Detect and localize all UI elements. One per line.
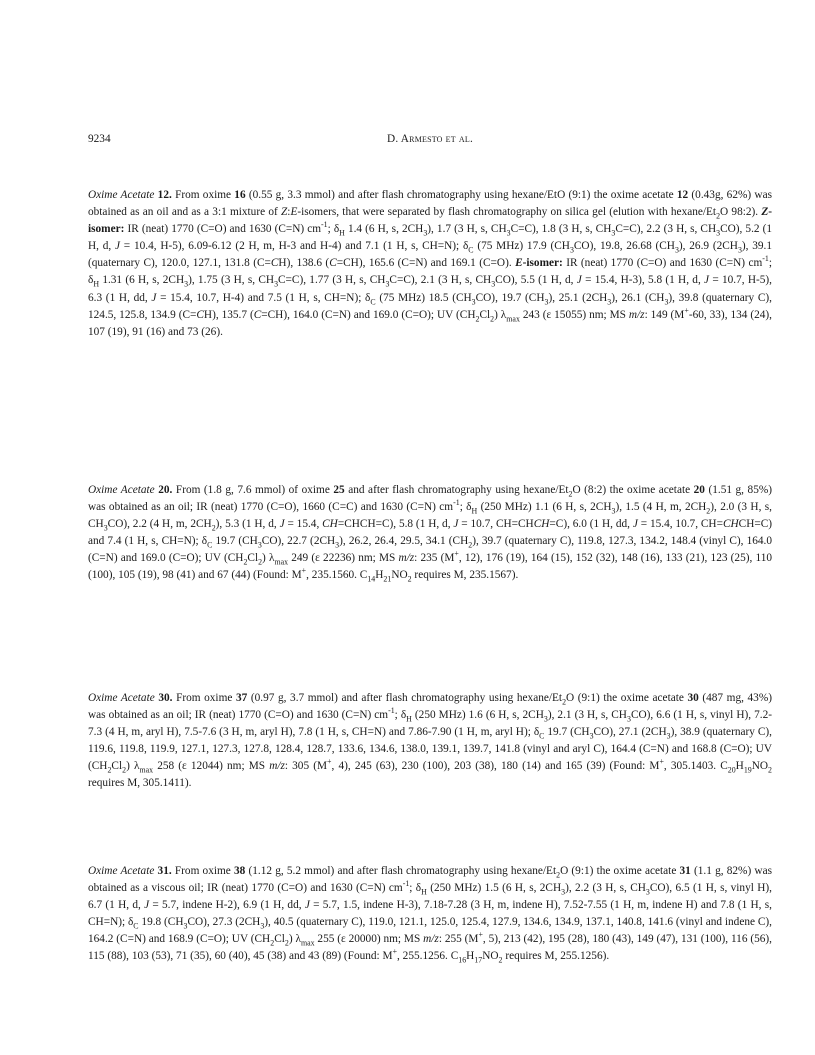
entry-heading-number: 12.	[157, 189, 172, 201]
entry-oxime-acetate-12	[88, 187, 772, 341]
entry-body: From oxime 16 (0.55 g, 3.3 mmol) and after flash chromatography using hexane/EtO (9:1) the oxime acetate 12 (0.43g, 62%) was obtained as an oil and as a 3:1 mixture of Z:E-isomers, that were separated by flash chromatography on silica gel (elution with hexane/$Et_2O$ 98:2). Z-isomer: IR (neat) 1770 (C=O) and 1630 (C=N) $cm^{-1}$; $\delta_H$ 1.4 (6 H, s, $2CH_3$), 1.7 (3 H, s, $CH_3C=C$), 1.8 (3 H, s, $CH_3C=C$), 2.2 (3 H, s, $CH_3CO$), 5.2 (1 H, d, J = 10.4, H-5), 6.09-6.12 (2 H, m, H-3 and H-4) and 7.1 (1 H, s, CH=N); $\delta_C$ (75 MHz) 17.9 $(CH_3CO)$, 19.8, 26.68 $(CH_3)$, 26.9 $(2CH_3)$, 39.1 (quaternary C), 120.0, 127.1, 131.8 (C=CH), 138.6 (C=CH), 165.6 (C=N) and 169.1 (C=O). E-isomer: IR (neat) 1770 (C=O) and 1630 (C=N) $cm^{-1}$; $\delta_H$ 1.31 (6 H, s, $2CH_3$), 1.75 (3 H, s, $CH_3C=C$), 1.77 (3 H, s, $CH_3C=C$), 2.1 (3 H, s, $CH_3CO$), 5.5 (1 H, d, J = 15.4, H-3), 5.8 (1 H, d, J = 10.7, H-5), 6.3 (1 H, dd, J = 15.4, 10.7, H-4) and 7.5 (1 H, s, CH=N); $\delta_C$ (75 MHz) 18.5 $(CH_3CO)$, 19.7 $(CH_3)$, 25.1 $(2CH_3)$, 26.1 $(CH_3)$, 39.8 (quaternary C), 124.5, 125.8, 134.9 (C=CH), 135.7 (C=CH), 164.0 (C=N) and 169.0 (C=O); UV $(CH_2Cl_2)$ $\lambda_{max}$ 243 (ε 15055) nm; MS m/z: 149 (M+-60, 33), 134 (24), 107 (19), 91 (16) and 73 (26).	[88, 189, 773, 338]
entry-body: From oxime 38 (1.12 g, 5.2 mmol) and after flash chromatography using hexane/$Et_2O$ (9:1) the oxime acetate 31 (1.1 g, 82%) was obtained as a viscous oil; IR (neat) 1770 (C=O) and 1630 (C=N) $cm^{-1}$; $\delta_H$ (250 MHz) 1.5 (6 H, s, $2CH_3$), 2.2 (3 H, s, $CH_3CO$), 6.5 (1 H, s, vinyl H), 6.7 (1 H, d, J = 5.7, indene H-2), 6.9 (1 H, dd, J = 5.7, 1.5, indene H-3), 7.18-7.28 (3 H, m, indene H), 7.52-7.55 (1 H, m, indene H) and 7.8 (1 H, s, CH=N); $\delta_C$ 19.8 $(CH_3CO)$, 27.3 $(2CH_3)$, 40.5 (quaternary C), 119.0, 121.1, 125.0, 125.4, 127.9, 134.6, 134.9, 137.1, 140.8, 141.6 (vinyl and indene C), 164.2 (C=N) and 168.9 (C=O); UV $(CH_2Cl_2)$ $\lambda_{max}$ 255 (ε 20000) nm; MS m/z: 255 (M+, 5), 213 (42), 195 (28), 180 (43), 149 (47), 131 (100), 116 (56), 115 (88), 103 (53), 71 (35), 60 (40), 45 (38) and 43 (89) (Found: M+, 255.1256. $C_{16}H_{17}NO_2$ requires M, 255.1256).	[88, 865, 772, 965]
entry-oxime-acetate-31	[88, 863, 772, 966]
entry-heading-label: Oxime Acetate	[88, 865, 155, 877]
page-header	[88, 133, 772, 151]
entry-paragraph	[88, 690, 772, 793]
page-number: 9234	[88, 133, 111, 145]
entry-heading-label: Oxime Acetate	[88, 484, 155, 496]
entry-heading-number: 30.	[158, 692, 173, 704]
entry-paragraph	[88, 482, 772, 585]
running-head-text: D. Armesto et al.	[387, 133, 473, 145]
entry-heading-label: Oxime Acetate	[88, 189, 155, 201]
entry-heading-number: 20.	[158, 484, 173, 496]
entry-body: From oxime 37 (0.97 g, 3.7 mmol) and after flash chromatography using hexane/$Et_2O$ (9:1) the oxime acetate 30 (487 mg, 43%) was obtained as an oil; IR (neat) 1770 (C=O) and 1630 (C=N) $cm^{-1}$; $\delta_H$ (250 MHz) 1.6 (6 H, s, $2CH_3$), 2.1 (3 H, s, $CH_3CO$), 6.6 (1 H, s, vinyl H), 7.2-7.3 (4 H, m, aryl H), 7.5-7.6 (3 H, m, aryl H), 7.8 (1 H, s, CH=N) and 7.86-7.90 (1 H, m, aryl H); $\delta_C$ 19.7 $(CH_3CO)$, 27.1 $(2CH_3)$, 38.9 (quaternary C), 119.6, 119.8, 119.9, 127.1, 127.3, 127.8, 128.4, 128.7, 133.6, 134.6, 138.0, 139.1, 139.7, 141.8 (vinyl and aryl C), 164.4 (C=N) and 168.8 (C=O); UV $(CH_2Cl_2)$ $\lambda_{max}$ 258 (ε 12044) nm; MS m/z: 305 (M+, 4), 245 (63), 230 (100), 203 (38), 180 (14) and 165 (39) (Found: M+, 305.1403. $C_{20}H_{19}NO_2$ requires M, 305.1411).	[88, 692, 773, 790]
entry-oxime-acetate-30	[88, 690, 772, 793]
running-head	[88, 133, 772, 145]
entry-paragraph	[88, 863, 772, 966]
entry-paragraph	[88, 187, 772, 341]
entry-heading-number: 31.	[157, 865, 172, 877]
entry-body: From (1.8 g, 7.6 mmol) of oxime 25 and after flash chromatography using hexane/$Et_2O$ (8:2) the oxime acetate 20 (1.51 g, 85%) was obtained as an oil; IR (neat) 1770 (C=O), 1660 (C=C) and 1630 (C=N) $cm^{-1}$; $\delta_H$ (250 MHz) 1.1 (6 H, s, $2CH_3$), 1.5 (4 H, m, $2CH_2$), 2.0 (3 H, s, $CH_3CO$), 2.2 (4 H, m, $2CH_2$), 5.3 (1 H, d, J = 15.4, CH=CHCH=C), 5.8 (1 H, d, J = 10.7, CH=CHCH=C), 6.0 (1 H, dd, J = 15.4, 10.7, CH=CHCH=C) and 7.4 (1 H, s, CH=N); $\delta_C$ 19.7 $(CH_3CO)$, 22.7 $(2CH_3)$, 26.2, 26.4, 29.5, 34.1 $(CH_2)$, 39.7 (quaternary C), 119.8, 127.3, 134.2, 148.4 (vinyl C), 164.0 (C=N) and 169.0 (C=O); UV $(CH_2Cl_2)$ $\lambda_{max}$ 249 (ε 22236) nm; MS m/z: 235 (M+, 12), 176 (19), 164 (15), 152 (32), 148 (16), 133 (21), 123 (25), 110 (100), 105 (19), 98 (41) and 67 (44) (Found: M+, 235.1560. $C_{14}H_{21}NO_2$ requires M, 235.1567).	[88, 484, 773, 584]
entry-heading-label: Oxime Acetate	[88, 692, 155, 704]
entry-oxime-acetate-20	[88, 482, 772, 585]
